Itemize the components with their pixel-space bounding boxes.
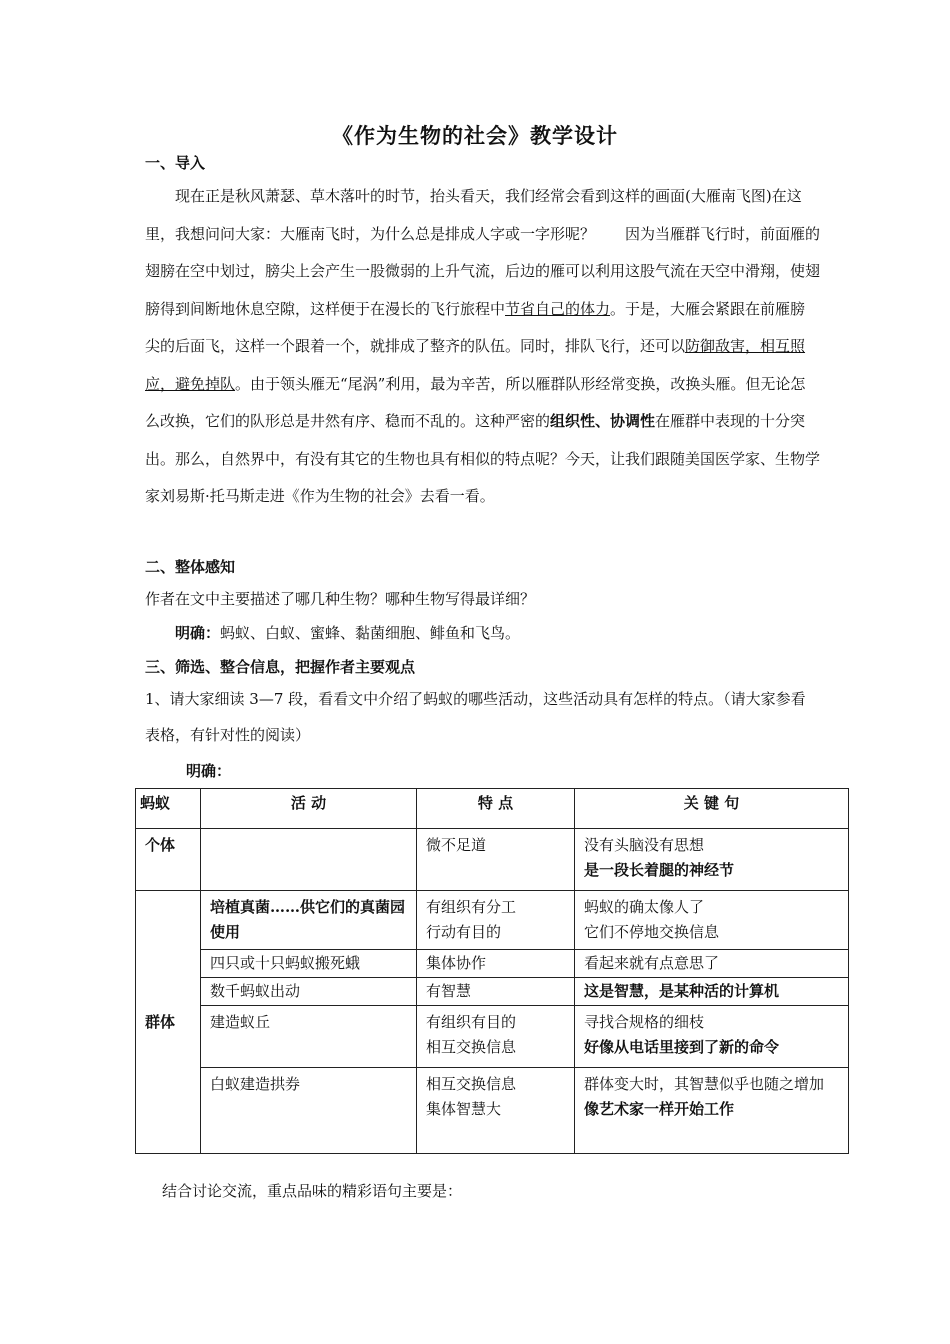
overview-answer [175,622,520,643]
table-header-cell: 特 点 [417,789,575,829]
overview-question: 作者在文中主要描述了哪几种生物？哪种生物写得最详细？ [145,590,536,608]
table-cell: 这是智慧，是某种活的计算机 [575,978,849,1006]
table-row [136,1006,849,1068]
section-heading-overview: 二、整体感知 [145,558,236,576]
table-row [136,1068,849,1154]
feature-line: 行动有目的 [426,923,502,941]
table-cell: 数千蚂蚁出动 [201,978,417,1006]
table-cell: 有智慧 [417,978,575,1006]
table-row [136,978,849,1006]
table-cell [575,1006,849,1068]
row-label-group: 群体 [136,891,201,1154]
intro-text-d: 在雁群中表现的十分突出。那么，自然界中，有没有其它的生物也具有相似的特点呢？今天，让我们跟随美国医学家、生物学家刘易斯·托马斯走进《作为生物的社会》去看一看。 [145,412,821,505]
table-cell: 建造蚁丘 [201,1006,417,1068]
key-sentence: 没有头脑没有思想 [584,836,705,854]
table-cell [575,891,849,950]
analysis-task-text: 1、请大家细读 3—7 段，看看文中介绍了蚂蚁的哪些活动，这些活动具有怎样的特点。（请大家参看表格，有针对性的阅读） [145,690,806,744]
analysis-answer-label: 明确： [186,762,232,780]
table-cell [575,829,849,891]
intro-paragraph [145,178,820,516]
closing-line: 结合讨论交流，重点品味的精彩语句主要是： [162,1182,463,1200]
table-cell: 四只或十只蚂蚁搬死蛾 [201,950,417,978]
table-row [136,891,849,950]
row-label-individual: 个体 [136,829,201,891]
table-cell [417,1006,575,1068]
intro-underline-1: 节省自己的体力 [505,299,611,318]
key-sentence: 是一段长着腿的神经节 [584,861,735,879]
key-sentence: 寻找合规格的细枝 [584,1013,705,1031]
key-sentence: 像艺术家一样开始工作 [584,1100,735,1118]
key-sentence: 群体变大时，其智慧似乎也随之增加 [584,1075,825,1093]
key-sentence: 好像从电话里接到了新的命令 [584,1038,780,1056]
intro-bold-phrase: 组织性、协调性 [550,412,656,430]
intro-underline-2: 防御敌害，相互照应，避免掉队 [145,337,806,393]
feature-line: 相互交换信息 [426,1075,517,1093]
table-cell: 看起来就有点意思了 [575,950,849,978]
intro-text-c: 。由于领头雁无“尾涡”利用，最为辛苦，所以雁群队形经常变换，改换头雁。但无论怎么改换，它们的队形总是井然有序、稳而不乱的。这种严密的 [145,374,806,430]
table-cell: 集体协作 [417,950,575,978]
overview-answer-label: 明确： [175,624,221,642]
intro-text-b: 。于是，大雁会紧跟在前雁膀尖的后面飞，这样一个跟着一个，就排成了整齐的队伍。同时，排队飞行，还可以 [145,299,806,355]
table-row-individual [136,829,849,891]
table-cell: 白蚁建造拱券 [201,1068,417,1154]
table-header-cell: 活 动 [201,789,417,829]
ant-activity-table [135,788,849,1154]
table-cell: 微不足道 [417,829,575,891]
feature-line: 集体智慧大 [426,1100,502,1118]
key-sentence: 它们不停地交换信息 [584,923,720,941]
table-row [136,950,849,978]
feature-line: 有组织有分工 [426,898,517,916]
table-cell [575,1068,849,1154]
feature-line: 相互交换信息 [426,1038,517,1056]
page-title: 《作为生物的社会》教学设计 [332,123,618,148]
section-heading-intro: 一、导入 [145,154,206,172]
table-header-cell: 蚂蚁 [136,789,201,829]
intro-text-a: 现在正是秋风萧瑟、草木落叶的时节，抬头看天，我们经常会看到这样的画面(大雁南飞图)在这里，我想问问大家：大雁南飞时，为什么总是排成人字或一字形呢？ 因为当雁群飞行时，前面雁的翅膀在空中划过，膀尖上会产生一股微弱的上升气流，后边的雁可以利用这股气流在天空中滑翔，使翅膀得到间断地休息空隙，这样便于在漫长的飞行旅程中 [145,187,821,318]
key-sentence: 蚂蚁的确太像人了 [584,898,705,916]
analysis-task [145,681,820,753]
overview-answer-text: 蚂蚁、白蚁、蜜蜂、黏菌细胞、鲱鱼和飞鸟。 [220,624,521,642]
table-cell: 培植真菌……供它们的真菌园使用 [201,891,417,950]
table-cell [417,891,575,950]
table-cell [417,1068,575,1154]
feature-line: 有组织有目的 [426,1013,517,1031]
table-header-row [136,789,849,829]
table-header-cell: 关 键 句 [575,789,849,829]
section-heading-analysis: 三、筛选、整合信息，把握作者主要观点 [145,658,416,676]
table-cell [201,829,417,891]
